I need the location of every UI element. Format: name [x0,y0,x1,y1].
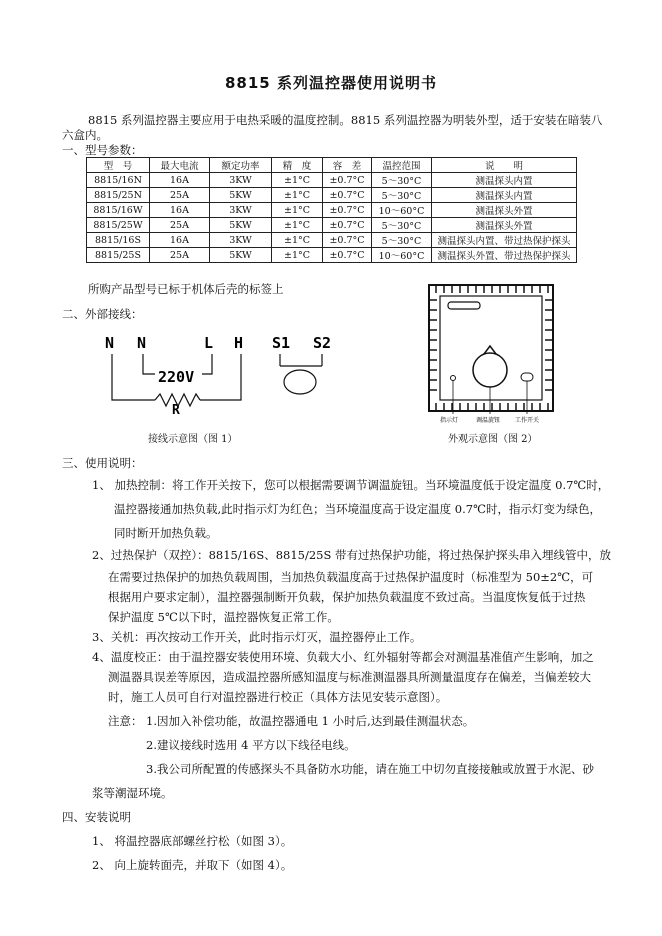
cell: 5～30°C [372,173,432,188]
cell: ±1°C [272,173,323,188]
indicator-label: 指示灯 [440,417,459,424]
cell: 测温探头外置 [432,218,577,233]
table-row [87,218,577,233]
indicator-light-icon [451,376,456,381]
switch-label: 工作开关 [515,417,540,424]
usage-item1-line3: 同时断开加热负载。 [114,526,218,540]
note-1: 1.因加入补偿功能，故温控器通电 1 小时后,达到最佳测温状态。 [146,714,475,728]
note-2: 2.建议接线时选用 4 平方以下线径电线。 [146,738,356,752]
cell: 5KW [210,248,272,263]
cell: 测温探头内置、带过热保护探头 [432,233,577,248]
appearance-caption: 外观示意图（图 2） [448,434,538,445]
terminal-n1: N [105,334,115,352]
resistor-label: R [172,403,180,418]
notes-label: 注意： [108,714,143,728]
cell: 8815/25S [87,248,150,263]
install-step-1: 1、 将温控器底部螺丝拧松（如图 3）。 [92,834,293,848]
table-row [87,173,577,188]
voltage-label: 220V [158,368,195,386]
cell: ±0.7°C [323,233,372,248]
terminal-s2: S2 [313,334,332,352]
usage-item2-line3: 根据用户要求定制），温控器强制断开负载，保护加热负载温度不致过高。当温度恢复低于过热 [108,590,586,604]
table-row [87,248,577,263]
cell: ±0.7°C [323,173,372,188]
col-header-description: 说 明 [432,158,577,173]
col-header-precision: 精 度 [272,158,323,173]
cell: 5～30°C [372,188,432,203]
cell: 10～60°C [372,203,432,218]
usage-item2-line4: 保护温度 5℃以下时，温控器恢复正常工作。 [108,610,339,624]
cell: 测温探头外置 [432,203,577,218]
cell: ±1°C [272,203,323,218]
col-header-tolerance: 容 差 [323,158,372,173]
cell: 8815/16W [87,203,150,218]
model-label-note: 所购产品型号已标于机体后壳的标签上 [88,282,284,296]
note-3-continued: 浆等潮湿环境。 [92,786,173,800]
cell: 10～60°C [372,248,432,263]
usage-item3: 3、关机：再次按动工作开关，此时指示灯灭，温控器停止工作。 [92,630,422,644]
cell: 3KW [210,173,272,188]
cell: ±0.7°C [323,203,372,218]
usage-item4-line3: 时，施工人员可自行对温控器进行校正（具体方法见安装示意图）。 [108,690,448,704]
cell: ±1°C [272,218,323,233]
usage-item2-line2: 在需要过热保护的加热负载周围，当加热负载温度高于过热保护温度时（标准型为 50±2℃，可 [108,570,594,584]
cell: 16A [150,233,210,248]
section4-heading: 四、安装说明 [62,810,131,824]
terminal-h: H [234,334,244,352]
usage-item4-line2: 测温器具误差等原因，造成温控器所感知温度与标准测温器具所测量温度存在偏差，当偏差较大 [108,670,591,684]
usage-item1-line2: 温控器接通加热负载,此时指示灯为红色；当环境温度高于设定温度 0.7℃时，指示灯变为绿色， [114,502,601,516]
cell: 16A [150,173,210,188]
intro-line-2: 六盒内。 [62,128,108,142]
cell: 3KW [210,203,272,218]
col-header-model: 型 号 [87,158,150,173]
terminal-l: L [204,334,214,352]
cell: 8815/25N [87,188,150,203]
cell: 8815/16N [87,173,150,188]
usage-item4-line1: 4、温度校正：由于温控器安装使用环境、负载大小、红外辐射等都会对测温基准值产生影响，加之 [92,650,594,664]
intro-line-1: 8815 系列温控器主要应用于电热采暖的温度控制。8815 系列温控器为明装外型，适于安装在暗装八 [88,113,603,127]
cell: 测温探头内置 [432,188,577,203]
document-title: 8815 系列温控器使用说明书 [225,74,437,92]
wiring-lines [112,354,322,406]
cell: 25A [150,188,210,203]
cell: 3KW [210,233,272,248]
terminal-s1: S1 [272,334,291,352]
appearance-diagram [426,282,556,432]
wiring-diagram [100,330,350,442]
install-step-2: 2、 向上旋转面壳，并取下（如图 4）。 [92,858,293,872]
cell: 5KW [210,188,272,203]
cell: 5～30°C [372,233,432,248]
table-row [87,203,577,218]
cell: ±0.7°C [323,248,372,263]
cell: 8815/25W [87,218,150,233]
cell: 16A [150,203,210,218]
col-header-range: 温控范围 [372,158,432,173]
cell: ±0.7°C [323,188,372,203]
usage-item1-line1: 1、 加热控制：将工作开关按下，您可以根据需要调节调温旋钮。当环境温度低于设定温度 0.7℃时， [92,478,610,492]
cell: ±1°C [272,188,323,203]
cell: 测温探头内置 [432,173,577,188]
col-header-max-current: 最大电流 [150,158,210,173]
table-header-row [87,158,577,173]
cell: ±1°C [272,233,323,248]
display-window [448,302,480,309]
cell: 25A [150,248,210,263]
knob-label: 调温旋钮 [476,417,501,424]
table-row [87,233,577,248]
cell: 8815/16S [87,233,150,248]
col-header-rated-power: 额定功率 [210,158,272,173]
cell: ±1°C [272,248,323,263]
model-spec-table [86,157,577,263]
usage-item2-line1: 2、过热保护（双控）：8815/16S、8815/25S 带有过热保护功能，将过热保护探头串入埋线管中，放 [92,548,612,562]
wiring-caption: 接线示意图（图 1） [148,434,238,445]
temperature-knob-icon [473,353,507,387]
cell: 5KW [210,218,272,233]
cell: 5～30°C [372,218,432,233]
note-3: 3.我公司所配置的传感探头不具备防水功能，请在施工中切勿直接接触或放置于水泥、砂 [146,762,594,776]
cell: 25A [150,218,210,233]
power-switch-icon [521,373,533,381]
section3-heading: 三、使用说明： [62,456,143,470]
terminal-n2: N [137,334,147,352]
cell: ±0.7°C [323,218,372,233]
cell: 测温探头外置、带过热保护探头 [432,248,577,263]
section2-heading: 二、外部接线： [62,307,143,321]
table-row [87,188,577,203]
section1-heading: 一、型号参数： [62,143,143,157]
